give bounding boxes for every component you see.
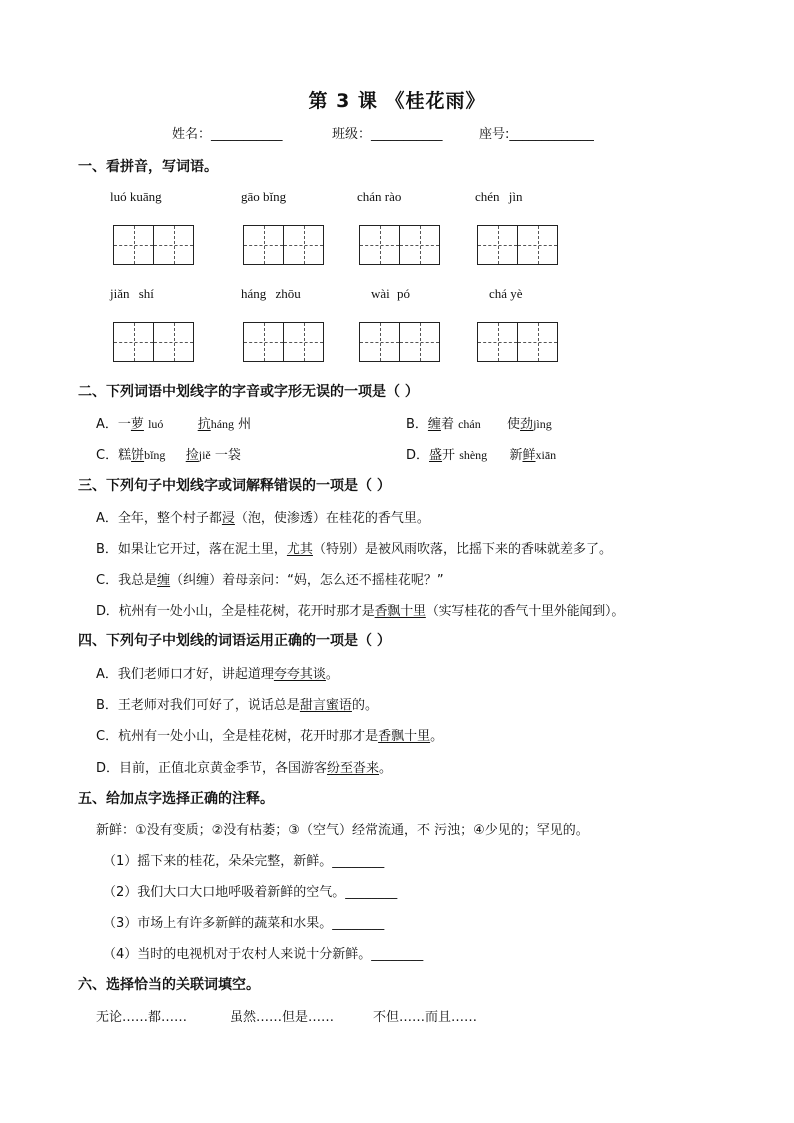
option-text: 新 [509, 448, 523, 463]
option-text: 。 [379, 761, 393, 776]
page-title: 第 3 课 《桂花雨》 [308, 90, 486, 112]
option-text: （纠缠）着母亲问：“妈，怎么还不摇桂花呢？” [170, 573, 444, 588]
underlined-char: 鲜 [522, 448, 536, 463]
option-a[interactable] [96, 663, 339, 682]
option-text: B．王老师对我们可好了，说话总是 [96, 698, 300, 713]
section-6-heading: 六、选择恰当的关联词填空。 [78, 977, 260, 993]
underlined-char: 缠 [427, 417, 441, 432]
option-b[interactable] [406, 413, 552, 432]
pinyin-inline: háng [210, 417, 235, 431]
writing-grid[interactable] [113, 225, 194, 265]
underlined-char: 捡 [185, 448, 199, 463]
option-text: B． [406, 417, 428, 432]
option-text: A．我们老师口才好，讲起道理 [96, 667, 274, 682]
underlined-word: 纷至沓来 [327, 761, 380, 776]
option-text: D．目前，正值北京黄金季节，各国游客 [96, 761, 328, 776]
option-text: 。 [430, 729, 444, 744]
option-text: 。 [325, 667, 339, 682]
conjunction-option-3: 不但……而且…… [373, 1010, 478, 1025]
section-1-heading: 一、看拼音，写词语。 [78, 159, 218, 175]
pinyin-inline: chán [458, 417, 481, 431]
writing-grid[interactable] [477, 322, 558, 362]
question-3[interactable]: （3）市场上有许多新鲜的蔬菜和水果。________ [103, 916, 385, 931]
option-c[interactable] [96, 569, 444, 588]
option-c[interactable] [96, 725, 443, 744]
option-text: B．如果让它开过，落在泥土里， [96, 542, 287, 557]
definition-line: 新鲜：①没有变质；②没有枯萎；③（空气）经常流通，不 污浊；④少见的；罕见的。 [96, 823, 589, 838]
option-b[interactable] [96, 538, 612, 557]
pinyin-inline: xiān [535, 448, 557, 462]
underlined-word: 甜言蜜语 [299, 698, 352, 713]
conjunction-option-2: 虽然……但是…… [230, 1010, 335, 1025]
option-text: （实写桂花的香气十里外能闻到）。 [425, 604, 625, 619]
writing-grid[interactable] [477, 225, 558, 265]
underlined-word: 夸夸其谈 [273, 667, 326, 682]
section-4-heading: 四、下列句子中划线的词语运用正确的一项是（ ） [78, 633, 391, 649]
question-1[interactable]: （1）摇下来的桂花，朵朵完整，新鲜。________ [103, 854, 385, 869]
section-3-heading: 三、下列句子中划线字或词解释错误的一项是（ ） [78, 478, 391, 494]
underlined-word: 香飘十里 [374, 604, 426, 619]
pinyin-label: chá yè [489, 286, 523, 301]
underlined-word: 缠 [157, 573, 171, 588]
option-d[interactable] [96, 757, 392, 776]
option-text: （特别）是被风雨吹落，比摇下来的香味就差多了。 [312, 542, 612, 557]
writing-grid[interactable] [243, 322, 324, 362]
question-4[interactable]: （4）当时的电视机对于农村人来说十分新鲜。________ [103, 947, 424, 962]
writing-grid[interactable] [359, 322, 440, 362]
pinyin-label: háng zhōu [241, 286, 301, 301]
option-text: A．全年，整个村子都 [96, 511, 222, 526]
name-field[interactable]: 姓名：___________ [172, 127, 283, 142]
option-text: 的。 [351, 698, 378, 713]
option-text: D．杭州有一处小山，全是桂花树，花开时那才是 [96, 604, 375, 619]
underlined-word: 香飘十里 [378, 729, 431, 744]
option-text: C．杭州有一处小山，全是桂花树，花开时那才是 [96, 729, 379, 744]
seat-field[interactable]: 座号:_____________ [479, 127, 594, 142]
section-2-heading: 二、下列词语中划线字的字音或字形无误的一项是（ ） [78, 384, 419, 400]
pinyin-label: wài pó [371, 286, 411, 301]
writing-grid[interactable] [113, 322, 194, 362]
pinyin-label: chén jìn [475, 189, 523, 204]
underlined-word: 浸 [221, 511, 235, 526]
option-a[interactable] [96, 413, 251, 432]
option-a[interactable] [96, 507, 430, 526]
option-text: 一袋 [214, 448, 241, 463]
option-text: C．糕 [96, 448, 132, 463]
pinyin-label: gāo bǐng [241, 189, 287, 204]
underlined-char: 抗 [197, 417, 211, 432]
underlined-char: 萝 [130, 417, 144, 432]
class-field[interactable]: 班级：___________ [332, 127, 443, 142]
option-text: 州 [238, 417, 252, 432]
option-d[interactable] [406, 444, 556, 463]
option-c[interactable] [96, 444, 241, 463]
writing-grid[interactable] [359, 225, 440, 265]
question-2[interactable]: （2）我们大口大口地呼吸着新鲜的空气。________ [103, 885, 398, 900]
pinyin-inline: jiě [198, 448, 211, 462]
option-text: C．我总是 [96, 573, 158, 588]
writing-grid[interactable] [243, 225, 324, 265]
option-text: A．一 [96, 417, 131, 432]
option-b[interactable] [96, 694, 378, 713]
underlined-char: 盛 [429, 448, 443, 463]
option-text: （泡，使渗透）在桂花的香气里。 [234, 511, 430, 526]
pinyin-inline: jìng [533, 417, 552, 431]
option-d[interactable] [96, 600, 624, 619]
conjunction-option-1: 无论……都…… [96, 1010, 188, 1025]
pinyin-label: chán rào [357, 189, 402, 204]
pinyin-label: jiǎn shí [110, 286, 154, 301]
pinyin-inline: luó [148, 417, 164, 431]
option-text: 使 [507, 417, 521, 432]
underlined-char: 饼 [131, 448, 145, 463]
option-text: 开 [442, 448, 456, 463]
pinyin-label: luó kuāng [110, 189, 162, 204]
underlined-word: 尤其 [286, 542, 313, 557]
section-5-heading: 五、给加点字选择正确的注释。 [78, 791, 274, 807]
pinyin-inline: bǐng [144, 448, 166, 462]
pinyin-inline: shèng [459, 448, 488, 462]
option-text: 着 [440, 417, 454, 432]
underlined-char: 劲 [520, 417, 534, 432]
option-text: D． [406, 448, 430, 463]
